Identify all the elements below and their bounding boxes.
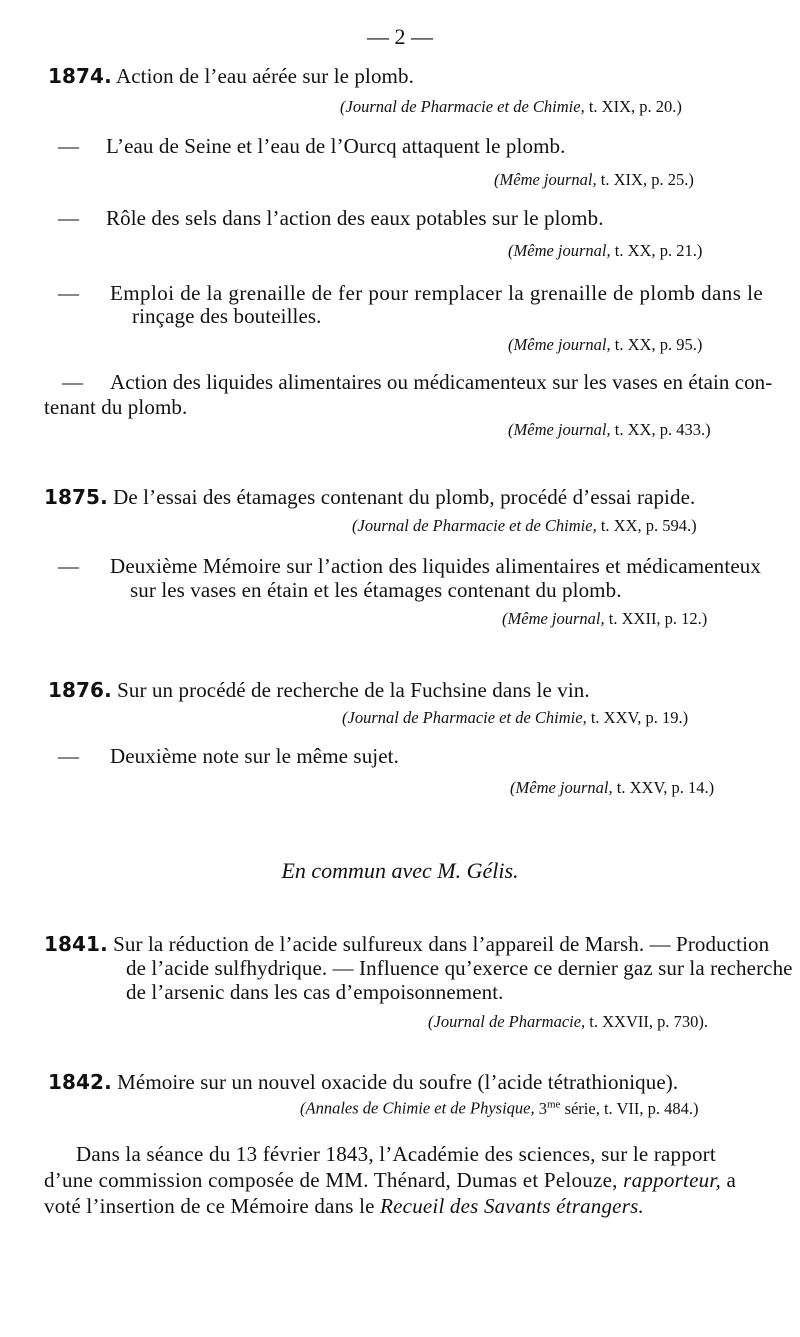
entry-1874-4-line1: Emploi de la grenaille de fer pour remplacer la grenaille de plomb dans le — [110, 281, 764, 305]
closing-text: voté l’insertion de ce Mémoire dans le — [44, 1194, 375, 1218]
entry-dash: — — [58, 206, 79, 230]
closing-italic: Recueil des Savants étrangers. — [380, 1194, 644, 1218]
entry-1875-1-reference — [352, 516, 697, 536]
entry-1875-1 — [44, 485, 695, 510]
entry-1874-1-reference — [340, 97, 682, 117]
entry-dash: — — [58, 134, 79, 158]
entry-dash: — — [58, 281, 79, 305]
entry-1842-reference — [300, 1098, 699, 1119]
entry-1874-2-reference — [494, 170, 694, 190]
page-number: — 2 — — [367, 24, 433, 49]
entry-title: Mémoire sur un nouvel oxacide du soufre (l’acide tétrathionique). — [117, 1070, 679, 1094]
section-heading: En commun avec M. Gélis. — [281, 858, 519, 883]
closing-text: a — [726, 1168, 737, 1192]
serie-number: 3 — [538, 1098, 547, 1118]
year-label: 1875. — [44, 485, 108, 509]
entry-1874-2: L’eau de Seine et l’eau de l’Ourcq attaquent le plomb. — [106, 134, 566, 158]
reference-journal: (Journal de Pharmacie, — [428, 1012, 586, 1031]
reference-volume: t. XX, p. 594.) — [600, 516, 697, 535]
entry-1876-2-reference — [510, 778, 714, 798]
year-label: 1842. — [48, 1070, 112, 1094]
year-label: 1841. — [44, 932, 108, 956]
entry-1874-1 — [48, 64, 414, 89]
reference-volume: t. XXV, p. 14.) — [616, 778, 715, 797]
reference-journal: (Même journal, — [510, 778, 613, 797]
entry-1874-4-reference — [508, 335, 702, 355]
entry-1875-2-reference — [502, 609, 707, 629]
entry-1841-line3: de l’arsenic dans les cas d’empoisonnement. — [126, 980, 504, 1004]
entry-1876-1 — [48, 678, 590, 703]
reference-volume: t. XXV, p. 19.) — [590, 708, 689, 727]
entry-1874-5-line2: tenant du plomb. — [44, 395, 188, 419]
entry-1874-5-reference — [508, 420, 711, 440]
year-label: 1876. — [48, 678, 112, 702]
reference-journal: (Même journal, — [494, 170, 597, 189]
serie-superscript: me — [546, 1098, 561, 1110]
entry-title: Sur un procédé de recherche de la Fuchsine dans le vin. — [117, 678, 590, 702]
reference-volume: t. XX, p. 433.) — [614, 420, 711, 439]
entry-dash: — — [62, 370, 83, 394]
year-label: 1874. — [48, 64, 112, 88]
reference-journal: (Journal de Pharmacie et de Chimie, — [340, 97, 585, 116]
closing-line3 — [44, 1194, 644, 1219]
reference-volume: t. XIX, p. 20.) — [588, 97, 682, 116]
reference-journal: (Même journal, — [508, 241, 611, 260]
reference-volume: t. XX, p. 21.) — [614, 241, 703, 260]
entry-1841-line2: de l’acide sulfhydrique. — Influence qu’exerce ce dernier gaz sur la recherche — [126, 956, 793, 980]
reference-journal: (Journal de Pharmacie et de Chimie, — [352, 516, 597, 535]
entry-dash: — — [58, 554, 79, 578]
entry-1874-5-line1: Action des liquides alimentaires ou médicamenteux sur les vases en étain con- — [110, 370, 773, 394]
entry-1876-1-reference — [342, 708, 688, 728]
entry-text: Sur la réduction de l’acide sulfureux dans l’appareil de Marsh. — Production — [113, 932, 770, 956]
entry-1874-4-line2: rinçage des bouteilles. — [132, 304, 322, 328]
entry-dash: — — [58, 744, 79, 768]
reference-journal: (Même journal, — [502, 609, 605, 628]
entry-1841-line1 — [44, 932, 769, 957]
reference-serie — [539, 1099, 699, 1118]
closing-text: d’une commission composée de MM. Thénard, Dumas et Pelouze, — [44, 1168, 618, 1192]
closing-line1: Dans la séance du 13 février 1843, l’Académie des sciences, sur le rapport — [76, 1142, 716, 1166]
reference-volume: série, t. VII, p. 484.) — [564, 1098, 699, 1118]
reference-volume: t. XXII, p. 12.) — [608, 609, 708, 628]
entry-title: Action de l’eau aérée sur le plomb. — [115, 64, 414, 88]
reference-volume: t. XXVII, p. 730). — [589, 1012, 708, 1031]
closing-italic: rapporteur, — [623, 1168, 722, 1192]
reference-volume: t. XX, p. 95.) — [614, 335, 703, 354]
reference-volume: t. XIX, p. 25.) — [600, 170, 694, 189]
reference-journal: (Même journal, — [508, 335, 611, 354]
entry-1876-2: Deuxième note sur le même sujet. — [110, 744, 399, 768]
closing-line2 — [44, 1168, 736, 1193]
reference-journal: (Journal de Pharmacie et de Chimie, — [342, 708, 587, 727]
reference-journal: (Même journal, — [508, 420, 611, 439]
entry-1874-3-reference — [508, 241, 702, 261]
entry-title: De l’essai des étamages contenant du plomb, procédé d’essai rapide. — [113, 485, 696, 509]
entry-1841-reference — [428, 1012, 708, 1032]
entry-1875-2-line1: Deuxième Mémoire sur l’action des liquides alimentaires et médicamenteux — [110, 554, 762, 578]
entry-1874-3: Rôle des sels dans l’action des eaux potables sur le plomb. — [106, 206, 604, 230]
reference-journal: (Annales de Chimie et de Physique, — [300, 1098, 535, 1118]
entry-1842 — [48, 1070, 678, 1095]
entry-1875-2-line2: sur les vases en étain et les étamages contenant du plomb. — [130, 578, 622, 602]
